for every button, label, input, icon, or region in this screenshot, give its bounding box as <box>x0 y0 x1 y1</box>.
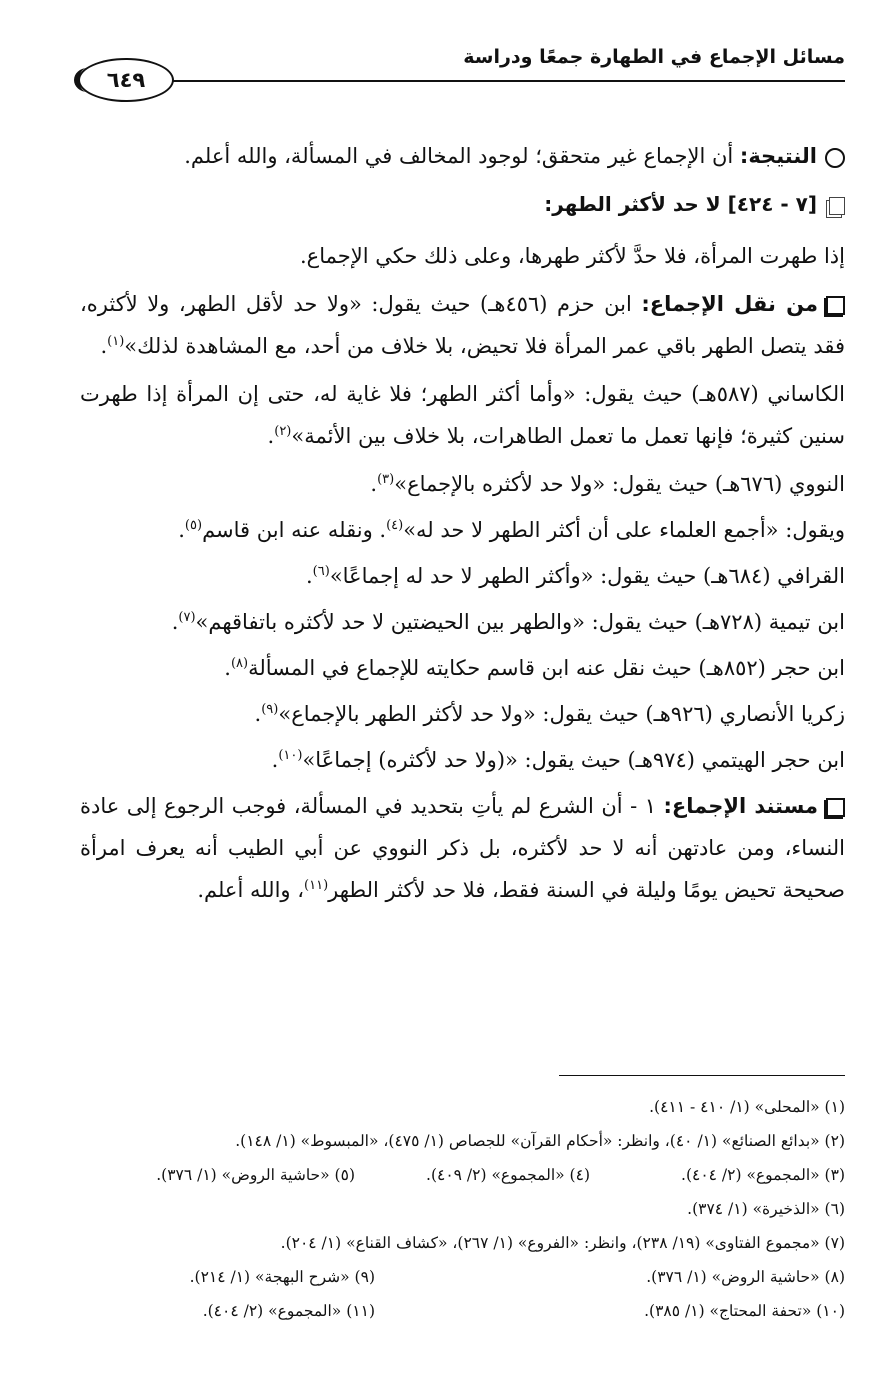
ibn-taymiyya-paragraph: ابن تيمية (٧٢٨هـ) حيث يقول: «والطهر بين الحيضتين لا حد لأكثره باتفاقهم»$^{(٧)}$. <box>171 610 845 634</box>
footnote-ref: (٢) <box>274 424 292 439</box>
footnote-row <box>40 1260 845 1294</box>
footnote-ref: (٣) <box>377 472 395 487</box>
footnote-6: (٦) «الذخيرة» (١/ ٣٧٤). <box>687 1200 845 1218</box>
nawawi-paragraph: النووي (٦٧٦هـ) حيث يقول: «ولا حد لأكثره بالإجماع»$^{(٣)}$. <box>370 472 845 496</box>
nawawi-second-text-b: . ونقله عنه ابن قاسم <box>202 518 387 542</box>
haytami-paragraph: ابن حجر الهيتمي (٩٧٤هـ) حيث يقول: «(ولا حد لأكثره) إجماعًا»$^{(١٠)}$. <box>271 748 845 772</box>
footnote-9: (٩) «شرح البهجة» (١/ ٢١٤). <box>189 1268 375 1286</box>
transmitters-label: من نقل الإجماع: <box>641 292 818 316</box>
page-body <box>80 135 845 917</box>
result-text: أن الإجماع غير متحقق؛ لوجود المخالف في المسألة، والله أعلم. <box>184 144 740 168</box>
footnote-4: (٤) «المجموع» (٢/ ٤٠٩). <box>426 1166 590 1184</box>
footnote-ref: (٧) <box>178 610 196 625</box>
basis-paragraph <box>80 785 845 911</box>
nawawi-second-text: ويقول: «أجمع العلماء على أن أكثر الطهر لا حد له» <box>403 518 845 542</box>
result-label: النتيجة: <box>739 144 817 168</box>
footnotes <box>40 1090 845 1328</box>
footnote-row <box>40 1294 845 1328</box>
footnote-ref: (٤) <box>386 518 404 533</box>
ibn-taymiyya-text: ابن تيمية (٧٢٨هـ) حيث يقول: «والطهر بين الحيضتين لا حد لأكثره باتفاقهم» <box>195 610 845 634</box>
section-heading <box>80 183 845 225</box>
footnote-1: (١) «المحلى» (١/ ٤١٠ - ٤١١). <box>649 1098 845 1116</box>
footnote-ref: (٥) <box>184 518 203 533</box>
basis-text-end: ، والله أعلم. <box>197 878 305 902</box>
qarafi-text: القرافي (٦٨٤هـ) حيث يقول: «وأكثر الطهر لا حد له إجماعًا» <box>329 564 845 588</box>
footnote-8: (٨) «حاشية الروض» (١/ ٣٧٦). <box>646 1268 845 1286</box>
footnote-10: (١٠) «تحفة المحتاج» (١/ ٣٨٥). <box>644 1302 845 1320</box>
basis-label: مستند الإجماع: <box>663 794 818 818</box>
ibn-hazm-paragraph: من نقل الإجماع: ابن حزم (٤٥٦هـ) حيث يقول: «ولا حد لأقل الطهر، ولا لأكثره، فقد يتصل الطهر باقي عمر المرأة فلا تحيض، بلا خلاف من أحد، مع المشاهدة لذلك»$^{(١)}$. <box>80 292 845 358</box>
footnote-row <box>40 1124 845 1158</box>
footnote-ref: (٩) <box>261 702 279 717</box>
kasani-paragraph: الكاساني (٥٨٧هـ) حيث يقول: «وأما أكثر الطهر؛ فلا غاية له، حتى إن المرأة إذا طهرت سنين كثيرة؛ فإنها تعمل ما تعمل الطاهرات، بلا خلاف بين الأئمة»$^{(٢)}$. <box>80 382 845 448</box>
intro-paragraph: إذا طهرت المرأة، فلا حدَّ لأكثر طهرها، وعلى ذلك حكي الإجماع. <box>300 244 845 268</box>
footnote-row <box>40 1090 845 1124</box>
page-number: ٦٤٩ <box>78 58 174 102</box>
ibn-hajar-text: ابن حجر (٨٥٢هـ) حيث نقل عنه ابن قاسم حكايته للإجماع في المسألة <box>248 656 845 680</box>
result-paragraph <box>80 135 845 177</box>
footnote-ref: (٦) <box>312 564 330 579</box>
nawawi-second-paragraph: ويقول: «أجمع العلماء على أن أكثر الطهر لا حد له»$^{(٤)}$. ونقله عنه ابن قاسم$^{(٥)}$. <box>178 518 845 542</box>
footnote-row <box>40 1192 845 1226</box>
header-rule <box>168 80 845 82</box>
circle-bullet-icon <box>825 148 845 168</box>
nawawi-text: النووي (٦٧٦هـ) حيث يقول: «ولا حد لأكثره بالإجماع» <box>394 472 845 496</box>
document-icon <box>829 197 845 215</box>
ibn-hazm-text: ابن حزم (٤٥٦هـ) حيث يقول: «ولا حد لأقل الطهر، ولا لأكثره، فقد يتصل الطهر باقي عمر المرأة فلا تحيض، بلا خلاف من أحد، مع المشاهدة لذلك» <box>80 292 845 358</box>
section-heading-text: [٧ - ٤٢٤] لا حد لأكثر الطهر: <box>544 192 817 216</box>
footnote-row <box>40 1158 845 1192</box>
basis-text: ١ - أن الشرع لم يأتِ بتحديد في المسألة، فوجب الرجوع إلى عادة النساء، ومن عادتهن أنه لا حد لأكثره، بل ذكر النووي عن أبي الطيب أنه يعرف امرأة صحيحة تحيض يومًا وليلة في السنة فقط، فلا حد لأكثر الطهر <box>80 794 845 902</box>
zakariya-paragraph: زكريا الأنصاري (٩٢٦هـ) حيث يقول: «ولا حد لأكثر الطهر بالإجماع»$^{(٩)}$. <box>254 702 845 726</box>
footnote-5: (٥) «حاشية الروض» (١/ ٣٧٦). <box>156 1166 355 1184</box>
footnote-ref: (١) <box>107 334 125 349</box>
kasani-text: الكاساني (٥٨٧هـ) حيث يقول: «وأما أكثر الطهر؛ فلا غاية له، حتى إن المرأة إذا طهرت سنين كثيرة؛ فإنها تعمل ما تعمل الطاهرات، بلا خلاف بين الأئمة» <box>80 382 845 448</box>
footnote-3: (٣) «المجموع» (٢/ ٤٠٤). <box>681 1166 845 1184</box>
zakariya-text: زكريا الأنصاري (٩٢٦هـ) حيث يقول: «ولا حد لأكثر الطهر بالإجماع» <box>278 702 845 726</box>
footnote-row <box>40 1226 845 1260</box>
footnote-ref: (٨) <box>230 656 249 671</box>
page-header <box>78 40 845 100</box>
square-bullet-icon <box>826 798 845 817</box>
footnote-2: (٢) «بدائع الصنائع» (١/ ٤٠)، وانظر: «أحكام القرآن» للجصاص (١/ ٤٧٥)، «المبسوط» (١/ ١٤٨). <box>235 1132 845 1150</box>
haytami-text: ابن حجر الهيتمي (٩٧٤هـ) حيث يقول: «(ولا حد لأكثره) إجماعًا» <box>302 748 845 772</box>
qarafi-paragraph: القرافي (٦٨٤هـ) حيث يقول: «وأكثر الطهر لا حد له إجماعًا»$^{(٦)}$. <box>305 564 845 588</box>
running-title: مسائل الإجماع في الطهارة جمعًا ودراسة <box>463 46 845 68</box>
square-bullet-icon <box>826 296 845 315</box>
ibn-hajar-paragraph: ابن حجر (٨٥٢هـ) حيث نقل عنه ابن قاسم حكايته للإجماع في المسألة$^{(٨)}$. <box>224 656 845 680</box>
footnote-separator <box>559 1075 845 1076</box>
footnote-7: (٧) «مجموع الفتاوى» (١٩/ ٢٣٨)، وانظر: «الفروع» (١/ ٢٦٧)، «كشاف القناع» (١/ ٢٠٤). <box>280 1234 845 1252</box>
footnote-11: (١١) «المجموع» (٢/ ٤٠٤). <box>202 1302 375 1320</box>
footnote-ref: (١٠) <box>278 748 303 763</box>
footnote-ref: (١١) <box>304 878 329 893</box>
